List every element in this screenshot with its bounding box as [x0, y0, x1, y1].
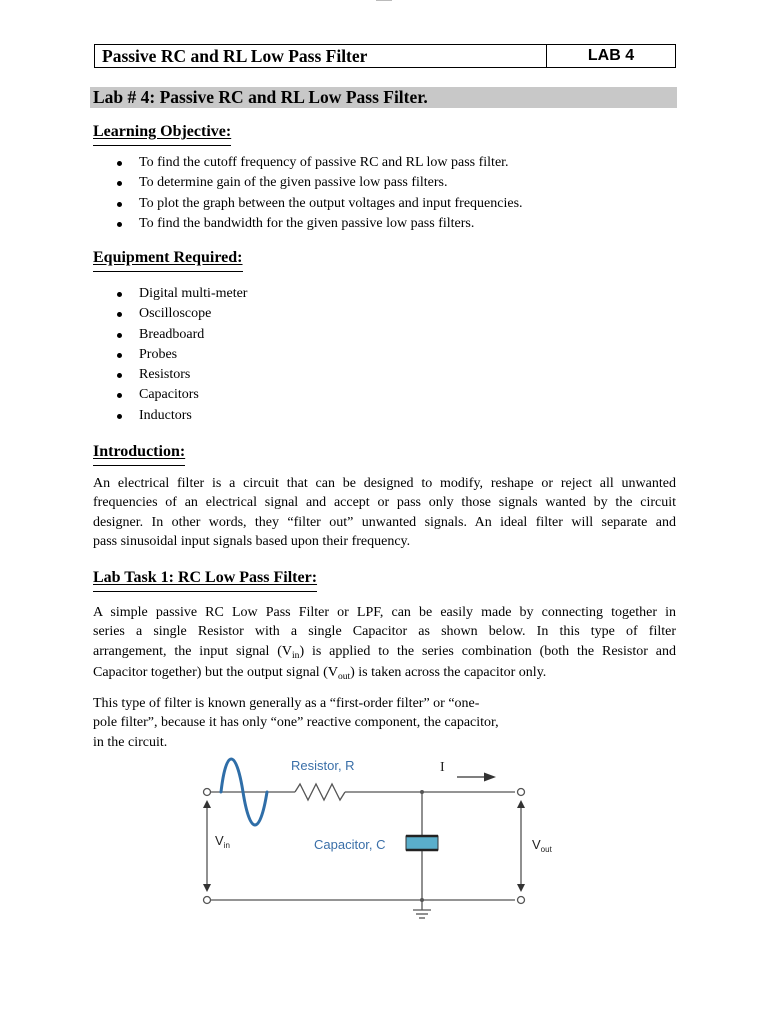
equipment-list [93, 284, 247, 426]
list-item: Oscilloscope [93, 304, 247, 324]
resistor-label: Resistor, R [291, 758, 355, 773]
list-item: To plot the graph between the output voltages and input frequencies. [93, 194, 523, 214]
header-title: Passive RC and RL Low Pass Filter [95, 45, 547, 67]
paragraph-line: Capacitor together) but the output signal $(V_{out})$ is taken across the capacitor only. [93, 664, 547, 682]
paragraph-line: frequencies of an electrical signal and accept or pass only those signals wanted by the circuit [93, 495, 676, 511]
current-arrow-head [484, 773, 496, 782]
subscript: out [337, 671, 351, 682]
list-item: Inductors [93, 406, 247, 426]
vout-label: $V_{out}$ [532, 837, 552, 854]
paragraph-line: A simple passive RC Low Pass Filter or LPF, can be easily made by connecting together in [93, 605, 676, 620]
rc-low-pass-circuit-diagram [195, 752, 575, 927]
paragraph-line: in the circuit. [93, 734, 168, 750]
lab-title-banner: Lab # 4: Passive RC and RL Low Pass Filter. [90, 87, 677, 108]
list-item: Resistors [93, 365, 247, 385]
paragraph-line: This type of filter is known generally as a “first-order filter” or “one- [93, 696, 480, 711]
input-terminal-top [204, 789, 211, 796]
capacitor-label: Capacitor, C [314, 837, 386, 852]
paragraph-line: arrangement, the input signal $(V_{in})$ is applied to the series combination (both the Resistor and [93, 643, 676, 661]
page-top-mark [376, 0, 392, 1]
vout-arrow-down [517, 884, 525, 892]
task1-paragraph-1 [93, 603, 676, 684]
paragraph-line: series a single Resistor with a single Capacitor as shown below. In this type of filter [93, 624, 676, 640]
document-header [94, 44, 676, 68]
junction-bottom [420, 898, 424, 902]
introduction-paragraph [93, 474, 676, 551]
vin-arrow-up [203, 800, 211, 808]
paragraph-line: designer. In other words, they “filter out” unwanted signals. An ideal filter will separate and [93, 514, 676, 530]
capacitor-symbol [406, 836, 438, 850]
paragraph-line: pass sinusoidal input signals based upon their frequency. [93, 533, 411, 549]
list-item: To find the cutoff frequency of passive RC and RL low pass filter. [93, 153, 523, 173]
paragraph-line: pole filter”, because it has only “one” reactive component, the capacitor, [93, 715, 499, 731]
list-item: Digital multi-meter [93, 284, 247, 304]
task1-heading: Lab Task 1: RC Low Pass Filter: [93, 569, 318, 586]
output-terminal-top [518, 789, 525, 796]
list-item: To find the bandwidth for the given passive low pass filters. [93, 214, 523, 234]
resistor-symbol [295, 784, 345, 800]
output-terminal-bottom [518, 897, 525, 904]
vin-label: $V_{in}$ [215, 833, 230, 850]
list-item: To determine gain of the given passive low pass filters. [93, 173, 523, 193]
vout-arrow-up [517, 800, 525, 808]
paragraph-line: An electrical filter is a circuit that can be designed to modify, reshape or reject all unwanted [93, 476, 676, 491]
current-label: I [440, 760, 445, 775]
learning-objective-heading: Learning Objective: [93, 123, 232, 140]
list-item: Breadboard [93, 325, 247, 345]
task1-paragraph-2 [93, 694, 553, 752]
vin-arrow-down [203, 884, 211, 892]
introduction-heading: Introduction: [93, 443, 186, 460]
equipment-heading: Equipment Required: [93, 249, 243, 266]
header-lab-number: LAB 4 [587, 47, 635, 64]
learning-objective-list [93, 153, 523, 234]
junction-top [420, 790, 424, 794]
list-item: Probes [93, 345, 247, 365]
subscript: in [292, 650, 300, 661]
list-item: Capacitors [93, 385, 247, 405]
input-terminal-bottom [204, 897, 211, 904]
